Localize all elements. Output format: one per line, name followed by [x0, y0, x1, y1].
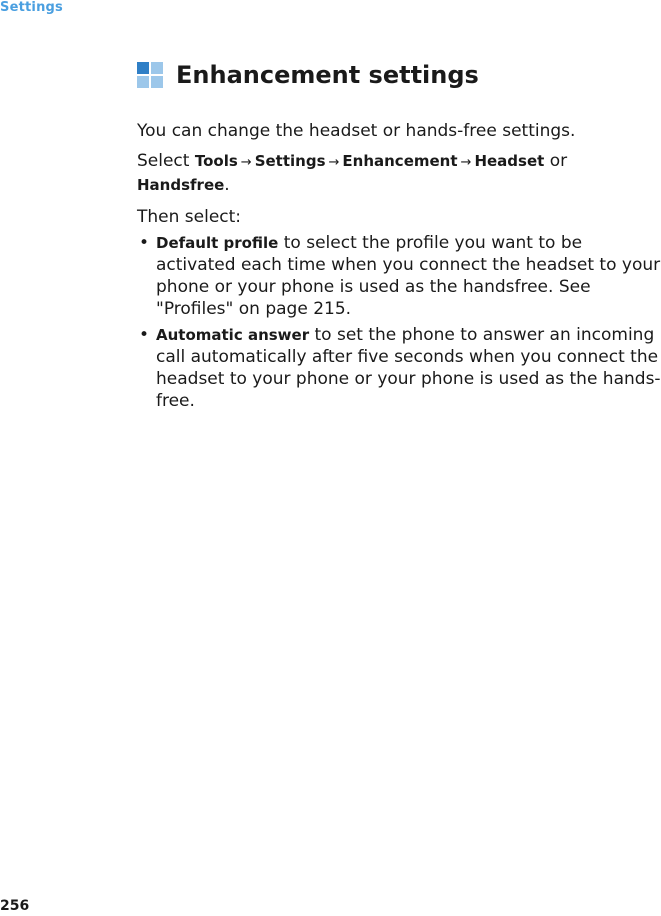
- path-prefix: Select: [137, 151, 190, 171]
- menu-term-headset: Headset: [474, 152, 545, 170]
- menu-term-settings: Settings: [254, 152, 326, 170]
- arrow-icon: →: [328, 155, 340, 170]
- bullet-icon: •: [139, 233, 150, 253]
- menu-path-paragraph: [137, 150, 661, 196]
- path-conjunction: or: [549, 151, 568, 171]
- bullet-icon: •: [139, 325, 150, 345]
- body-text: [137, 120, 661, 416]
- options-list: [137, 232, 661, 412]
- menu-term-tools: Tools: [194, 152, 238, 170]
- path-end: .: [224, 175, 230, 195]
- list-item: [137, 324, 661, 412]
- intro-paragraph: You can change the headset or hands-free settings.: [137, 121, 576, 141]
- then-select-label: Then select:: [137, 207, 242, 227]
- option-description: to set the phone to answer an incoming call automatically after five seconds when you connect the headset to your phone or your phone is used as the hands-free.: [156, 325, 661, 411]
- section-title: Enhancement settings: [176, 61, 479, 89]
- arrow-icon: →: [460, 155, 472, 170]
- page-number: 256: [0, 898, 30, 914]
- running-header: Settings: [0, 0, 63, 15]
- option-term: Automatic answer: [156, 326, 310, 344]
- section-heading: [137, 61, 479, 89]
- menu-term-enhancement: Enhancement: [342, 152, 458, 170]
- arrow-icon: →: [240, 155, 252, 170]
- option-description: to select the profile you want to be activated each time when you connect the headset to your phone or your phone is used as the handsfree. See "Profiles" on page 215.: [156, 233, 661, 319]
- section-squares-icon: [137, 62, 163, 88]
- option-term: Default profile: [156, 234, 279, 252]
- list-item: [137, 232, 661, 320]
- menu-term-handsfree: Handsfree: [137, 176, 225, 194]
